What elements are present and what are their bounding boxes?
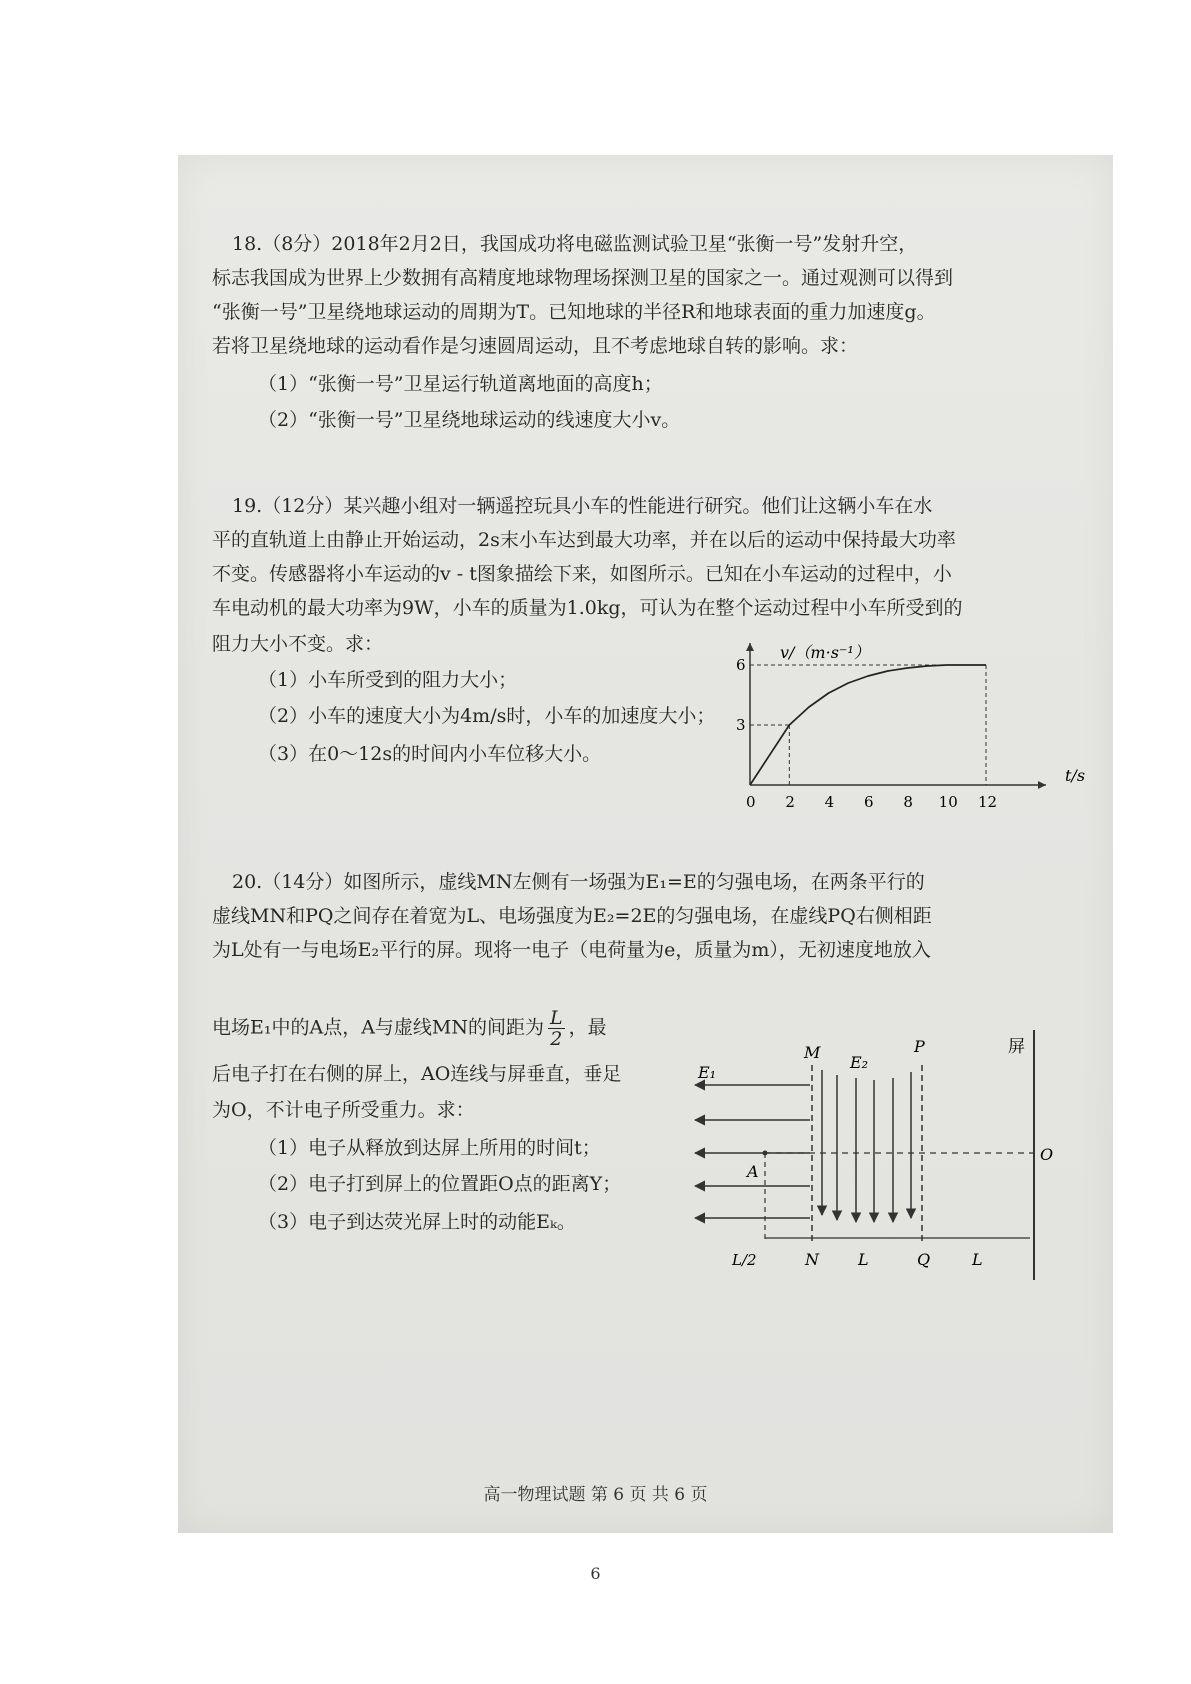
x-axis-label: t/s <box>1065 766 1086 785</box>
y-tick-label: 6 <box>736 656 746 674</box>
q20-line3: 为L处有一与电场E₂平行的屏。现将一电子（电荷量为e，质量为m），无初速度地放入 <box>212 939 931 961</box>
field-diagram <box>690 1010 1090 1280</box>
q20-line4-end: ，最 <box>568 1016 607 1039</box>
x-axis-arrow <box>1038 781 1046 789</box>
q18-item2: （2）“张衡一号”卫星绕地球运动的线速度大小v。 <box>258 409 681 431</box>
q20-line2: 虚线MN和PQ之间存在着宽为L、电场强度为E₂=2E的匀强电场，在虚线PQ右侧相距 <box>212 905 932 927</box>
q19-line5: 阻力大小不变。求： <box>212 633 384 655</box>
x-tick-label: 10 <box>938 793 958 811</box>
q20-item2: （2）电子打到屏上的位置距O点的距离Y； <box>258 1173 622 1195</box>
label-dim-l1: L <box>858 1250 869 1269</box>
label-o: O <box>1040 1145 1054 1164</box>
fraction-l-over-2 <box>548 1008 565 1049</box>
fraction-numerator: L <box>550 1007 563 1029</box>
x-tick-label: 0 <box>746 793 756 811</box>
q19-line3: 不变。传感器将小车运动的v - t图象描绘下来，如图所示。已知在小车运动的过程中，小 <box>212 563 952 585</box>
q20-line4-start: 电场E₁中的A点，A与虚线MN的间距为 <box>212 1016 545 1039</box>
chart-axes <box>746 643 1046 789</box>
label-q: Q <box>917 1250 931 1269</box>
q20-item3: （3）电子到达荧光屏上时的动能Eₖ。 <box>258 1211 576 1233</box>
chart-guides <box>750 665 986 785</box>
q19-line2: 平的直轨道上由静止开始运动，2s末小车达到最大功率，并在以后的运动中保持最大功率 <box>212 529 956 551</box>
page-footer: 高一物理试题 第 6 页 共 6 页 <box>483 1485 708 1505</box>
label-dim-half-l: L/2 <box>732 1251 757 1269</box>
label-n: N <box>805 1250 819 1269</box>
q18-line4: 若将卫星绕地球的运动看作是匀速圆周运动，且不考虑地球自转的影响。求： <box>212 335 859 357</box>
q18-line2: 标志我国成为世界上少数拥有高精度地球物理场探测卫星的国家之一。通过观测可以得到 <box>212 267 954 289</box>
label-screen: 屏 <box>1008 1037 1025 1057</box>
label-a: A <box>747 1162 759 1181</box>
q20-line4 <box>212 1008 607 1049</box>
page-number: 6 <box>590 1564 601 1583</box>
q19-item3: （3）在0～12s的时间内小车位移大小。 <box>258 743 602 765</box>
fraction-denominator: 2 <box>550 1028 563 1050</box>
q18-line1: 18.（8分）2018年2月2日，我国成功将电磁监测试验卫星“张衡一号”发射升空， <box>232 233 918 255</box>
q20-line6: 为O，不计电子所受重力。求： <box>212 1099 475 1121</box>
q18-item1: （1）“张衡一号”卫星运行轨道离地面的高度h； <box>258 373 663 395</box>
label-e1: E₁ <box>698 1063 717 1082</box>
chart-ticks <box>736 656 997 811</box>
label-m: M <box>804 1043 821 1062</box>
x-tick-label: 2 <box>785 793 795 811</box>
x-tick-label: 6 <box>864 793 874 811</box>
q19-line1: 19.（12分）某兴趣小组对一辆遥控玩具小车的性能进行研究。他们让这辆小车在水 <box>232 495 933 517</box>
point-a <box>763 1151 768 1156</box>
q20-line5: 后电子打在右侧的屏上，AO连线与屏垂直，垂足 <box>212 1063 622 1085</box>
y-axis-label: v/（m·s⁻¹） <box>780 643 870 662</box>
x-tick-label: 8 <box>903 793 913 811</box>
q18-line3: “张衡一号”卫星绕地球运动的周期为T。已知地球的半径R和地球表面的重力加速度g。 <box>212 301 936 323</box>
q20-item1: （1）电子从释放到达屏上所用的时间t； <box>258 1137 601 1159</box>
label-p: P <box>914 1037 925 1056</box>
q19-item1: （1）小车所受到的阻力大小； <box>258 669 518 691</box>
y-axis-arrow <box>746 643 754 651</box>
x-tick-label: 4 <box>824 793 835 811</box>
label-e2: E₂ <box>850 1053 869 1072</box>
label-dim-l2: L <box>972 1250 983 1269</box>
q19-item2: （2）小车的速度大小为4m/s时，小车的加速度大小； <box>258 705 716 727</box>
y-tick-label: 3 <box>736 716 746 734</box>
vt-chart <box>736 635 1100 825</box>
x-tick-label: 12 <box>978 793 998 811</box>
q19-line4: 车电动机的最大功率为9W，小车的质量为1.0kg，可认为在整个运动过程中小车所受到的 <box>212 597 963 619</box>
q20-line1: 20.（14分）如图所示，虚线MN左侧有一场强为E₁=E的匀强电场，在两条平行的 <box>232 871 925 893</box>
